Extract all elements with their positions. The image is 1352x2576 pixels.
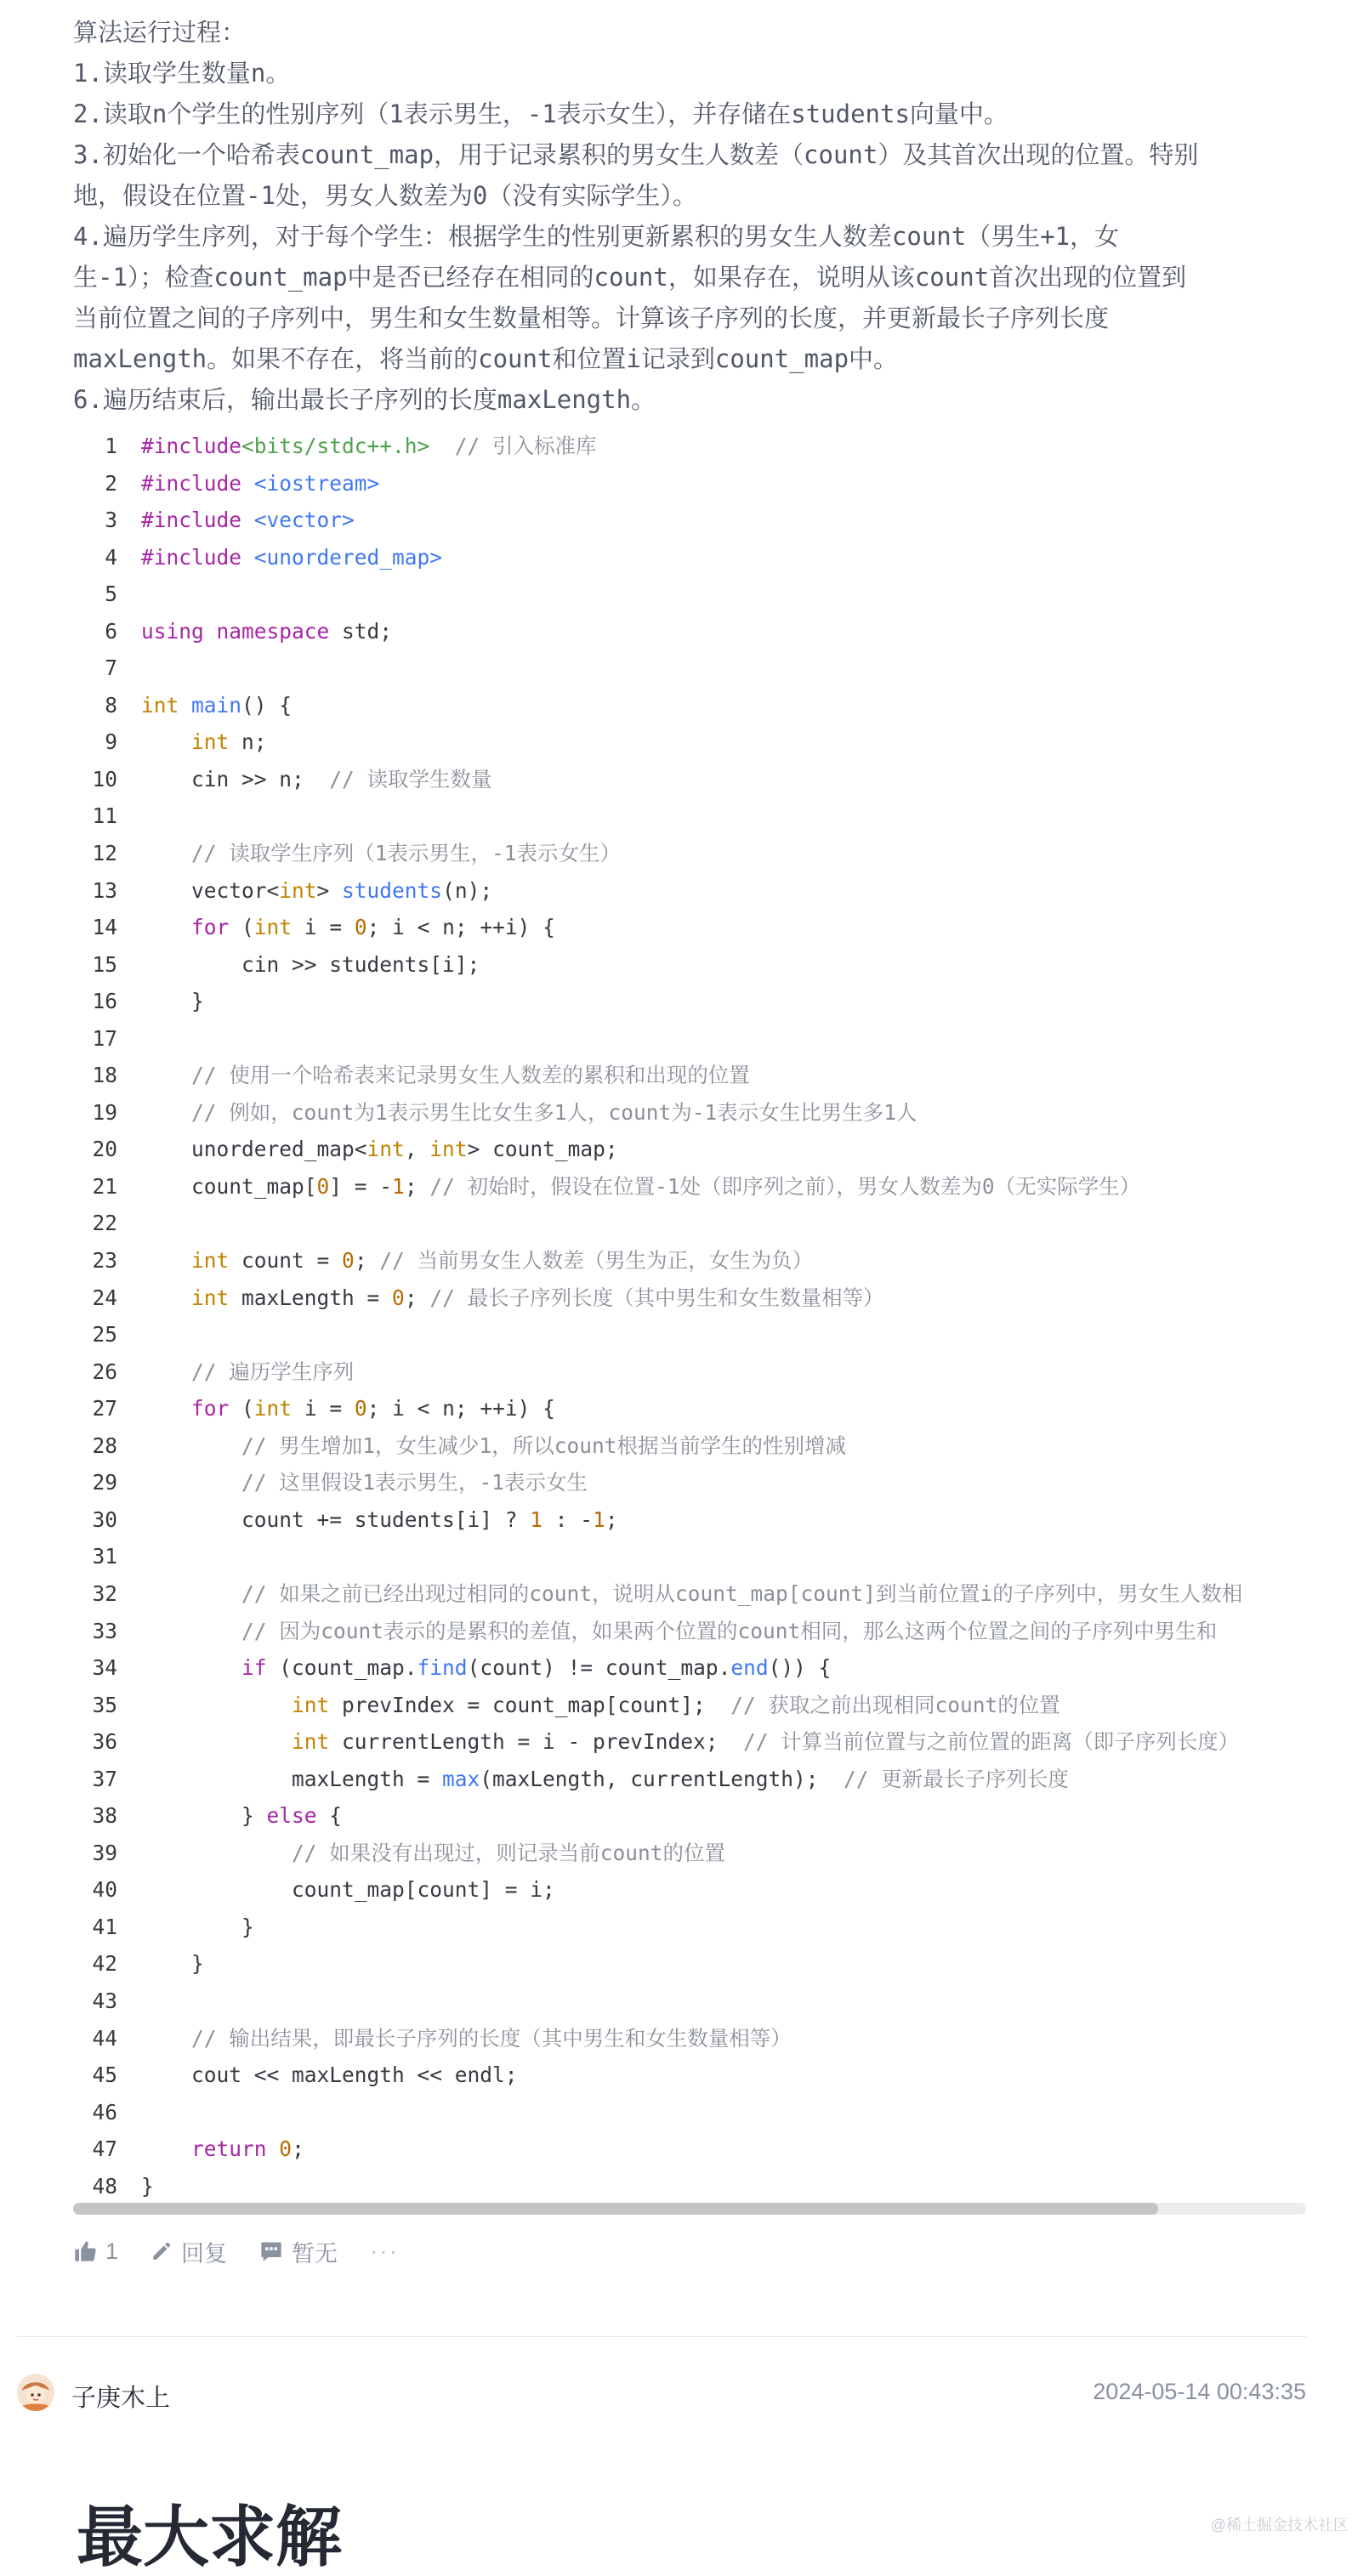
code-line (73, 1131, 1306, 1168)
code-line (73, 2168, 1306, 2205)
code-text: int n; (191, 729, 267, 755)
code-line (73, 1649, 1306, 1687)
line-number: 4 (105, 544, 117, 570)
comment-bubble-icon (259, 2239, 283, 2263)
code-text: // 遍历学生序列 (191, 1359, 355, 1384)
code-line (73, 1945, 1306, 1983)
like-button[interactable] (73, 2238, 118, 2265)
code-line (73, 1205, 1306, 1242)
code-text: for (int i = 0; i < n; ++i) { (191, 915, 555, 940)
code-text: return 0; (191, 2136, 304, 2162)
description-line: 3.初始化一个哈希表count_map，用于记录累积的男女生人数差（count）及其首次出现的位置。特别 (73, 140, 1199, 169)
line-number: 32 (92, 1580, 117, 1606)
line-number: 48 (92, 2173, 117, 2199)
code-line (73, 1464, 1306, 1501)
line-number: 11 (92, 803, 117, 829)
code-line (73, 1353, 1306, 1391)
line-number: 15 (92, 951, 117, 977)
code-line (73, 1316, 1306, 1353)
code-text: #include <vector> (141, 508, 355, 533)
code-text: int maxLength = 0; // 最长子序列长度（其中男生和女生数量相等） (191, 1285, 884, 1310)
code-line (73, 2094, 1306, 2131)
line-number: 18 (92, 1063, 117, 1088)
line-number: 33 (92, 1618, 117, 1643)
code-line (73, 835, 1306, 872)
no-content-button[interactable] (259, 2235, 338, 2268)
no-content-label: 暂无 (292, 2240, 338, 2267)
line-number: 47 (92, 2136, 117, 2162)
line-number: 6 (105, 618, 117, 644)
code-text: // 男生增加1，女生减少1，所以count根据当前学生的性别增减 (241, 1433, 847, 1458)
code-line (73, 1501, 1306, 1539)
code-horizontal-scrollbar[interactable] (73, 2203, 1306, 2215)
code-line (73, 1020, 1306, 1058)
code-text: using namespace std; (141, 618, 393, 644)
line-number: 23 (92, 1248, 117, 1274)
code-text: // 这里假设1表示男生，-1表示女生 (241, 1470, 588, 1495)
line-number: 12 (92, 841, 117, 866)
line-number: 24 (92, 1285, 117, 1310)
code-text: count_map[count] = i; (141, 1877, 555, 1903)
scrollbar-thumb[interactable] (73, 2203, 1158, 2215)
line-number: 39 (92, 1840, 117, 1865)
code-text: count += students[i] ? 1 : -1; (141, 1506, 618, 1532)
code-line (73, 1871, 1306, 1909)
code-line (73, 946, 1306, 984)
code-line (73, 1723, 1306, 1761)
code-line (73, 1983, 1306, 2020)
code-text: maxLength = max(maxLength, currentLength); // 更新最长子序列长度 (141, 1766, 1069, 1791)
code-line (73, 576, 1306, 613)
code-text: int prevIndex = count_map[count]; // 获取之前出现相同count的位置 (292, 1692, 1060, 1717)
code-block (73, 428, 1306, 2204)
code-line (73, 909, 1306, 946)
code-line (73, 797, 1306, 835)
user-name[interactable]: 子庚木上 (71, 2385, 171, 2412)
code-text: cout << maxLength << endl; (141, 2063, 518, 2088)
code-text: // 读取学生序列（1表示男生，-1表示女生） (191, 841, 622, 866)
description-line: 2.读取n个学生的性别序列（1表示男生，-1表示女生），并存储在students向量中。 (73, 99, 1008, 128)
code-line (73, 1835, 1306, 1872)
code-line (73, 1057, 1306, 1094)
line-number: 29 (92, 1470, 117, 1495)
code-text: } (141, 1914, 254, 1939)
code-line (73, 1797, 1306, 1835)
divider (17, 2336, 1306, 2337)
code-line (73, 983, 1306, 1020)
line-number: 40 (92, 1877, 117, 1903)
thumbs-up-icon (73, 2239, 97, 2263)
line-number: 38 (92, 1803, 117, 1829)
code-line (73, 687, 1306, 724)
comment-header (17, 2370, 1306, 2418)
line-number: 31 (92, 1544, 117, 1569)
line-number: 26 (92, 1359, 117, 1384)
more-icon: ··· (370, 2238, 400, 2264)
code-line (73, 1168, 1306, 1206)
code-line (73, 1427, 1306, 1465)
code-text: count_map[0] = -1; // 初始时，假设在位置-1处（即序列之前），男女人数差为0（无实际学生） (141, 1173, 1141, 1199)
code-text: } (141, 2173, 154, 2199)
code-text: cin >> n; // 读取学生数量 (141, 766, 492, 792)
code-line (73, 502, 1306, 539)
watermark: @稀土掘金技术社区 (1210, 2516, 1349, 2533)
description-line: 算法运行过程： (73, 18, 247, 47)
reply-button[interactable] (151, 2235, 227, 2268)
code-line (73, 465, 1306, 502)
code-line (73, 1761, 1306, 1798)
code-text: int count = 0; // 当前男女生人数差（男生为正，女生为负） (191, 1248, 814, 1274)
reply-label: 回复 (181, 2240, 228, 2267)
code-text: #include<bits/stdc++.h> // 引入标准库 (141, 434, 597, 458)
line-number: 13 (92, 877, 117, 903)
line-number: 28 (92, 1433, 117, 1458)
description-block (73, 12, 1315, 420)
description-line: 生-1）；检查count_map中是否已经存在相同的count，如果存在，说明从该count首次出现的位置到 (73, 263, 1187, 292)
code-line (73, 1094, 1306, 1132)
description-line: 当前位置之间的子序列中，男生和女生数量相等。计算该子序列的长度，并更新最长子序列长度 (73, 304, 1110, 332)
line-number: 8 (105, 692, 117, 718)
like-count: 1 (105, 2238, 119, 2264)
code-text: // 例如，count为1表示男生比女生多1人，count为-1表示女生比男生多1人 (191, 1099, 917, 1125)
code-text: // 如果没有出现过，则记录当前count的位置 (292, 1840, 726, 1865)
line-number: 10 (92, 766, 117, 792)
line-number: 41 (92, 1914, 117, 1939)
line-number: 35 (92, 1692, 117, 1717)
code-text: #include <iostream> (141, 470, 380, 496)
code-line (73, 1909, 1306, 1946)
code-line (73, 1613, 1306, 1650)
code-line (73, 761, 1306, 798)
code-text: // 如果之前已经出现过相同的count，说明从count_map[count]到当前位置i的子序列中，男女生人数相 (241, 1580, 1243, 1606)
line-number: 14 (92, 915, 117, 940)
code-text: } else { (141, 1803, 343, 1829)
description-line: 1.读取学生数量n。 (73, 59, 291, 88)
line-number: 43 (92, 1988, 117, 2013)
comment-actions-bar (73, 2234, 431, 2268)
line-number: 30 (92, 1506, 117, 1532)
line-number: 21 (92, 1173, 117, 1199)
line-number: 2 (105, 470, 117, 496)
code-line (73, 723, 1306, 761)
line-number: 19 (92, 1099, 117, 1125)
line-number: 25 (92, 1322, 117, 1348)
code-line (73, 613, 1306, 650)
line-number: 1 (105, 434, 117, 458)
code-text: int main() { (141, 692, 293, 718)
code-text: unordered_map<int, int> count_map; (141, 1137, 618, 1162)
line-number: 9 (105, 729, 117, 755)
code-text: if (count_map.find(count) != count_map.end()) { (241, 1655, 832, 1681)
line-number: 34 (92, 1655, 117, 1681)
code-line (73, 1687, 1306, 1724)
code-text: // 输出结果，即最长子序列的长度（其中男生和女生数量相等） (191, 2025, 792, 2051)
code-line (73, 1538, 1306, 1575)
line-number: 7 (105, 655, 117, 681)
code-text: } (141, 989, 204, 1014)
code-line (73, 428, 1306, 465)
line-number: 37 (92, 1766, 117, 1791)
description-line: 6.遍历结束后，输出最长子序列的长度maxLength。 (73, 385, 656, 414)
line-number: 17 (92, 1025, 117, 1051)
code-text: } (141, 1951, 204, 1977)
code-line (73, 1242, 1306, 1279)
code-text: vector<int> students(n); (141, 877, 493, 903)
description-line: 地，假设在位置-1处，男女人数差为0（没有实际学生）。 (73, 181, 697, 210)
code-text: #include <unordered_map> (141, 544, 443, 570)
code-line (73, 1390, 1306, 1427)
description-line: maxLength。如果不存在，将当前的count和位置i记录到count_map中。 (73, 344, 899, 373)
code-text: int currentLength = i - prevIndex; // 计算当前位置与之前位置的距离（即子序列长度） (292, 1729, 1240, 1755)
line-number: 20 (92, 1137, 117, 1162)
code-text: // 使用一个哈希表来记录男女生人数差的累积和出现的位置 (191, 1063, 750, 1088)
next-section-title: 最大求解 (77, 2499, 343, 2576)
code-line (73, 539, 1306, 576)
code-line (73, 1279, 1306, 1317)
line-number: 3 (105, 508, 117, 533)
avatar[interactable] (17, 2374, 54, 2411)
line-number: 16 (92, 989, 117, 1014)
code-text: cin >> students[i]; (141, 951, 480, 977)
line-number: 42 (92, 1951, 117, 1977)
code-line (73, 2057, 1306, 2094)
more-button[interactable] (370, 2238, 399, 2265)
line-number: 36 (92, 1729, 117, 1755)
code-line (73, 2020, 1306, 2057)
line-number: 45 (92, 2063, 117, 2088)
description-line: 4.遍历学生序列，对于每个学生：根据学生的性别更新累积的男女生人数差count（男生+1，女 (73, 222, 1120, 251)
code-text: // 因为count表示的是累积的差值，如果两个位置的count相同，那么这两个位置之间的子序列中男生和 (241, 1618, 1218, 1643)
code-line (73, 1575, 1306, 1613)
line-number: 5 (105, 582, 117, 607)
code-text: for (int i = 0; i < n; ++i) { (191, 1396, 555, 1421)
code-line (73, 872, 1306, 910)
pencil-icon (151, 2240, 173, 2262)
line-number: 27 (92, 1396, 117, 1421)
code-line (73, 650, 1306, 687)
comment-timestamp: 2024-05-14 00:43:35 (1093, 2379, 1306, 2404)
code-line (73, 2131, 1306, 2168)
line-number: 22 (92, 1211, 117, 1236)
line-number: 44 (92, 2025, 117, 2051)
line-number: 46 (92, 2099, 117, 2125)
